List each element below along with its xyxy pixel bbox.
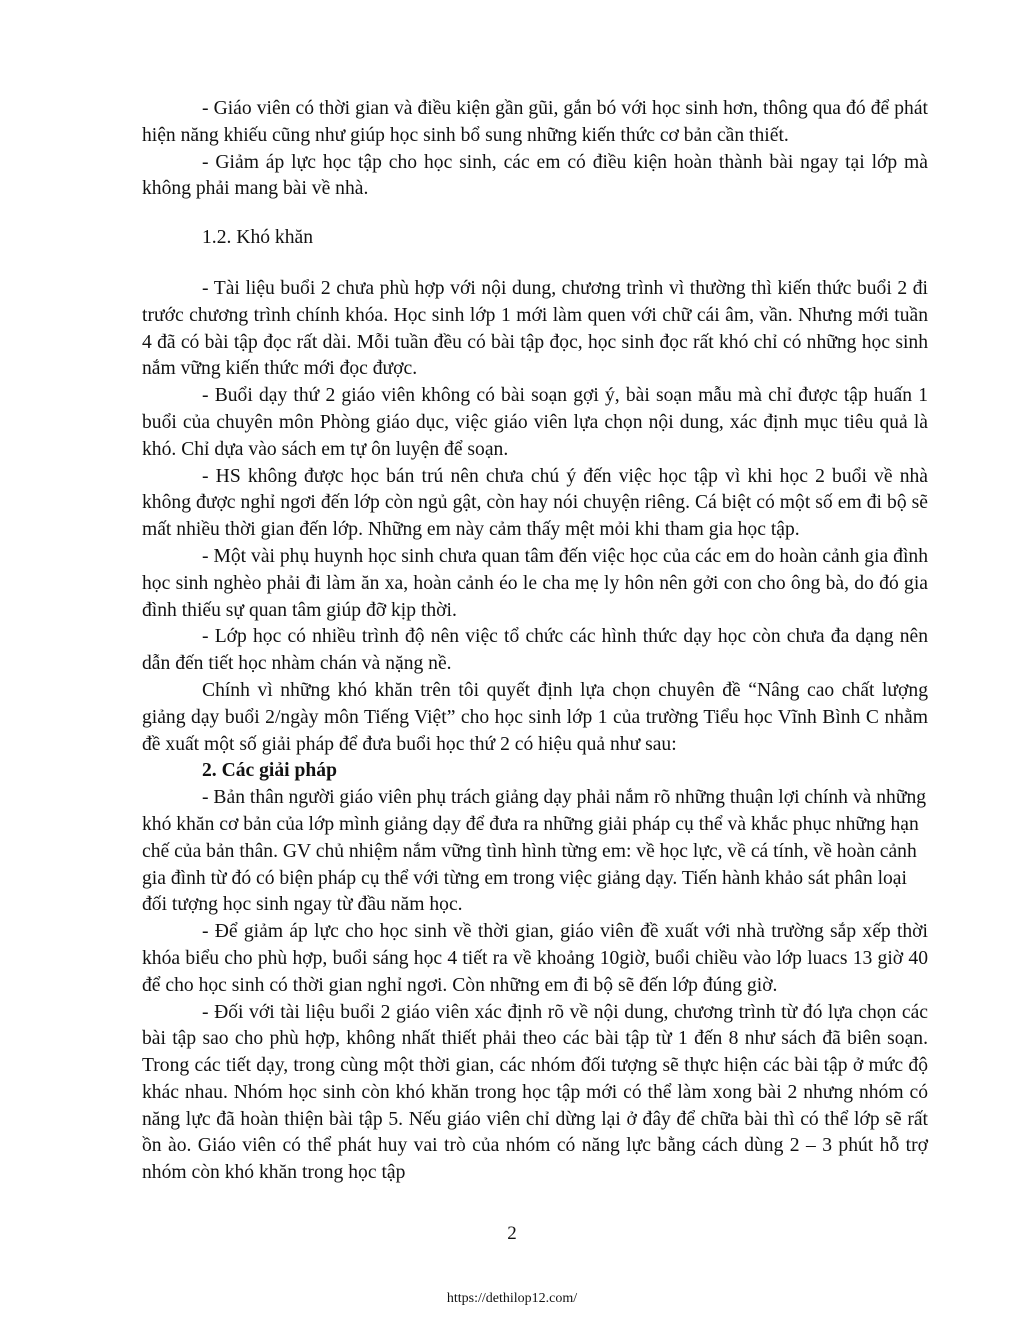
paragraph-timetable: - Để giảm áp lực cho học sinh về thời gian, giáo viên đề xuất với nhà trường sắp xếp thời khóa biểu cho phù hợp, buổi sáng học 4 tiết ra về khoảng 10giờ, buổi chiều vào lớp luacs 13 giờ 40 để cho học sinh có thời gian nghỉ ngơi. Còn những em đi bộ sẽ đến lớp đúng giờ.: [142, 921, 928, 996]
paragraph-reduce-pressure: - Giảm áp lực học tập cho học sinh, các em có điều kiện hoàn thành bài ngay tại lớp mà không phải mang bài về nhà.: [142, 151, 928, 200]
paragraph-parents: - Một vài phụ huynh học sinh chưa quan tâm đến việc học của các em do hoàn cảnh gia đình học sinh nghèo phải đi làm ăn xa, hoàn cảnh éo le cha mẹ ly hôn nên gởi con cho ông bà, do đó gia đình thiếu sự quan tâm giúp đỡ kịp thời.: [142, 545, 928, 621]
paragraph-topic-choice: Chính vì những khó khăn trên tôi quyết định lựa chọn chuyên đề “Nâng cao chất lượng giảng dạy buổi 2/ngày môn Tiếng Việt” cho học sinh lớp 1 của trường Tiểu học Vĩnh Bình C nhằm đề xuất một số giải pháp để đưa buổi học thứ 2 có hiệu quả như sau:: [142, 679, 928, 755]
paragraph-teacher-closeness: - Giáo viên có thời gian và điều kiện gần gũi, gắn bó với học sinh hơn, thông qua đó để phát hiện năng khiếu cũng như giúp học sinh bổ sung những kiến thức cơ bản cần thiết.: [142, 98, 928, 146]
paragraph-teacher-knowledge: - Bản thân người giáo viên phụ trách giảng dạy phải nắm rõ những thuận lợi chính và những khó khăn cơ bản của lớp mình giảng dạy để đưa ra những giải pháp cụ thể và khắc phục những hạn chế của bản thân. GV chủ nhiệm nắm vững tình hình từng em: về học lực, về cá tính, về hoàn cảnh gia đình từ đó có biện pháp cụ thể với từng em trong việc giảng dạy. Tiến hành khảo sát phân loại đối tượng học sinh ngay từ đầu năm học.: [142, 787, 927, 916]
paragraph-exercises: - Đối với tài liệu buổi 2 giáo viên xác định rõ về nội dung, chương trình từ đó lựa chọn các bài tập sao cho phù hợp, không nhất thiết phải theo các bài tập từ 1 đến 8 như sách đã biên soạn. Trong các tiết dạy, trong cùng một thời gian, các nhóm đối tượng sẽ thực hiện các bài tập ở mức độ khác nhau. Nhóm học sinh còn khó khăn trong học tập mới có thể làm xong bài 2 nhưng nhóm có năng lực đã hoàn thiện bài tập 5. Nếu giáo viên chỉ dừng lại ở đây để chữa bài thì có thể lớp sẽ rất ồn ào. Giáo viên có thể phát huy vai trò của nhóm có năng lực bằng cách dùng 2 – 3 phút hỗ trợ nhóm còn khó khăn trong học tập: [142, 1001, 928, 1184]
paragraph-levels: - Lớp học có nhiều trình độ nên việc tổ chức các hình thức dạy học còn chưa đa dạng nên dẫn đến tiết học nhàm chán và nặng nề.: [142, 626, 928, 675]
paragraph-materials: - Tài liệu buổi 2 chưa phù hợp với nội dung, chương trình vì thường thì kiến thức buổi 2 đi trước chương trình chính khóa. Học sinh lớp 1 mới làm quen với chữ cái âm, vần. Nhưng mới tuần 4 đã có bài tập đọc rất dài. Mỗi tuần đều có bài tập đọc, học sinh đọc rất khó chỉ có những học sinh nắm vững kiến thức mới đọc được.: [142, 277, 928, 380]
section-heading-difficulties: 1.2. Khó khăn: [202, 227, 314, 249]
footer-url[interactable]: https://dethilop12.com/: [446, 1291, 578, 1306]
document-body: [142, 96, 928, 1187]
section-heading-solutions: 2. Các giải pháp: [202, 760, 338, 782]
paragraph-boarding: - HS không được học bán trú nên chưa chú ý đến việc học tập vì khi học 2 buổi về nhà không được nghỉ ngơi đến lớp còn ngủ gật, còn hay nói chuyện riêng. Cá biệt có một số em đi bộ sẽ mất nhiều thời gian đến lớp. Những em này cảm thấy mệt mỏi khi tham gia học tập.: [142, 465, 928, 541]
paragraph-lesson-plans: - Buổi dạy thứ 2 giáo viên không có bài soạn gợi ý, bài soạn mẫu mà chỉ được tập huấn 1 buổi của chuyên môn Phòng giáo dục, việc giáo viên lựa chọn nội dung, xác định mục tiêu quả là khó. Chỉ dựa vào sách em tự ôn luyện để soạn.: [142, 385, 928, 460]
page-number: 2: [507, 1223, 517, 1244]
